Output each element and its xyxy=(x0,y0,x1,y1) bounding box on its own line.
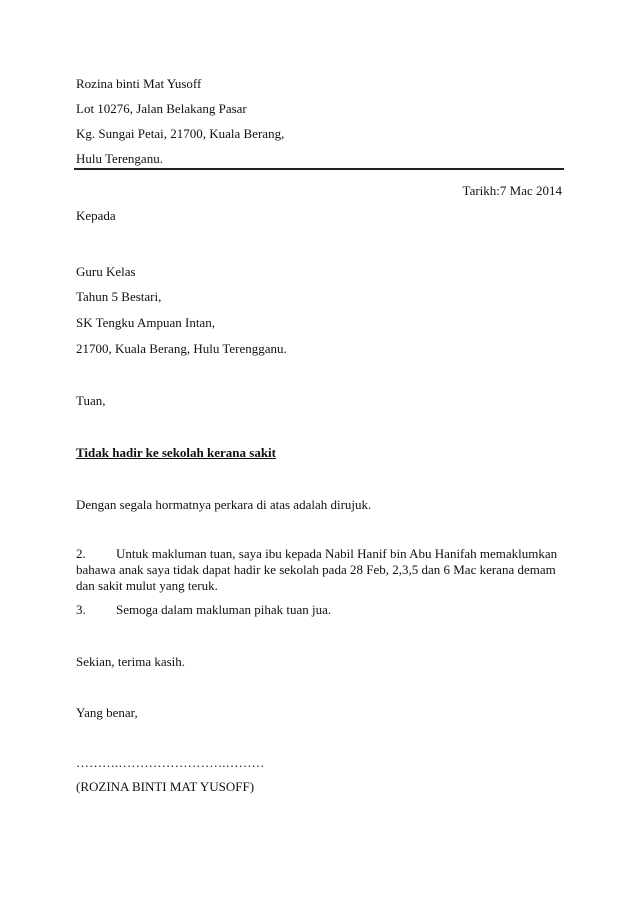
paragraph-2-line2: bahawa anak saya tidak dapat hadir ke sekolah pada 28 Feb, 2,3,5 dan 6 Mac kerana demam xyxy=(76,562,556,577)
body-opening: Dengan segala hormatnya perkara di atas adalah dirujuk. xyxy=(76,497,372,512)
sender-address-line1: Lot 10276, Jalan Belakang Pasar xyxy=(76,101,247,116)
recipient-line1: Guru Kelas xyxy=(76,264,136,279)
recipient-line3: SK Tengku Ampuan Intan, xyxy=(76,315,215,330)
closing-thanks: Sekian, terima kasih. xyxy=(76,654,186,669)
paragraph-3 xyxy=(76,602,331,618)
sender-address-line2: Kg. Sungai Petai, 21700, Kuala Berang, xyxy=(76,126,285,141)
paragraph-3-text: Semoga dalam makluman pihak tuan jua. xyxy=(116,602,332,617)
letter-date: Tarikh:7 Mac 2014 xyxy=(462,183,562,198)
header-divider xyxy=(74,168,564,170)
signer-name: (ROZINA BINTI MAT YUSOFF) xyxy=(76,779,255,794)
recipient-to-label: Kepada xyxy=(76,208,116,223)
paragraph-3-number: 3. xyxy=(76,602,86,617)
paragraph-2-line3: dan sakit mulut yang teruk. xyxy=(76,578,218,593)
sender-address-line3: Hulu Terenganu. xyxy=(76,151,163,166)
paragraph-2-line1 xyxy=(76,546,557,562)
recipient-line2: Tahun 5 Bestari, xyxy=(76,289,162,304)
signature-line: ……….…………………….……… xyxy=(76,755,265,770)
letter-subject: Tidak hadir ke sekolah kerana sakit xyxy=(76,445,276,460)
salutation: Tuan, xyxy=(76,393,106,408)
sender-name: Rozina binti Mat Yusoff xyxy=(76,76,202,91)
paragraph-2-number: 2. xyxy=(76,546,86,561)
closing-sign-off: Yang benar, xyxy=(76,705,138,720)
recipient-line4: 21700, Kuala Berang, Hulu Terengganu. xyxy=(76,341,287,356)
paragraph-2-text-line1: Untuk makluman tuan, saya ibu kepada Nabil Hanif bin Abu Hanifah memaklumkan xyxy=(116,546,558,561)
